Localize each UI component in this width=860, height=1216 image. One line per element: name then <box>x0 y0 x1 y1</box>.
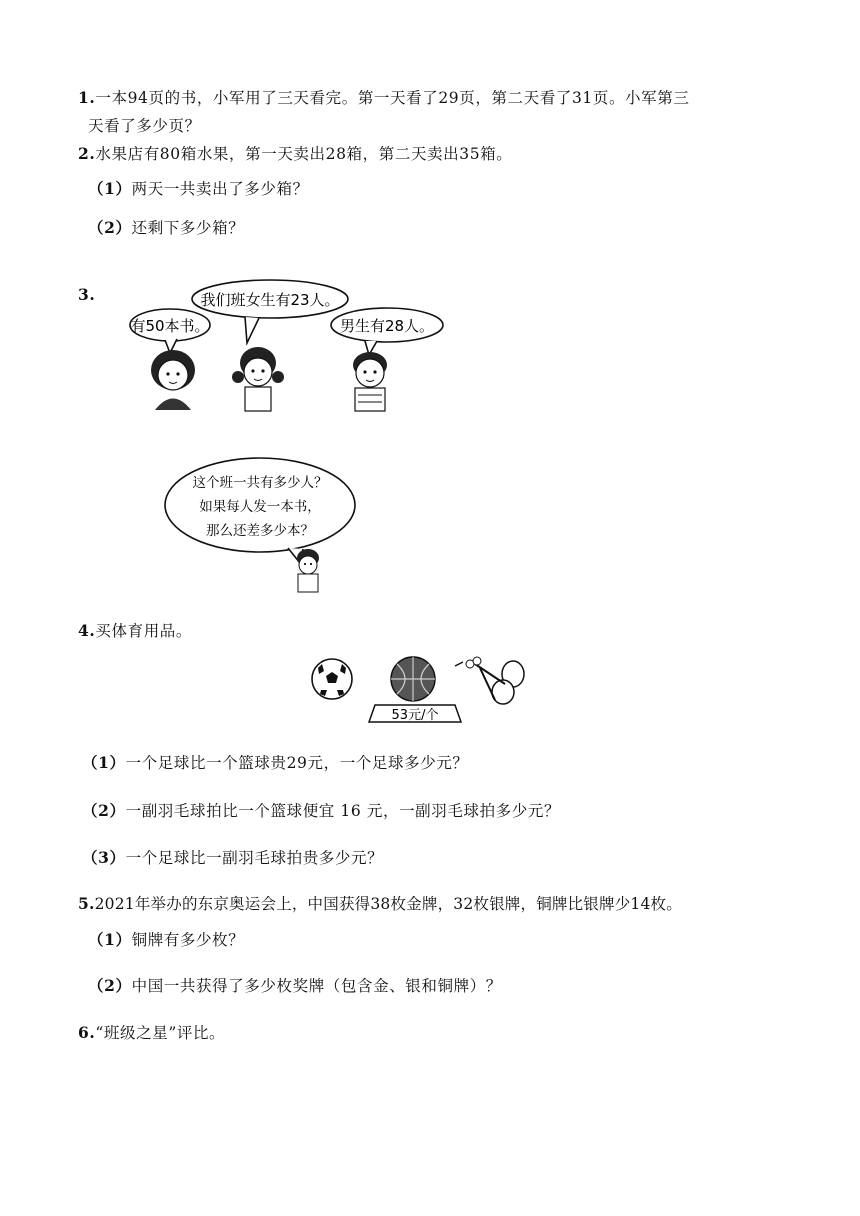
girl-left-figure <box>151 350 195 410</box>
question-2-sub-1-text: 两天一共卖出了多少箱？ <box>131 180 309 198</box>
question-4-sub-2-text: 一副羽毛球拍比一个篮球便宜 16 元，一副羽毛球拍多少元？ <box>125 802 561 820</box>
question-1-number: 1. <box>78 88 96 107</box>
question-4-text: 买体育用品。 <box>95 622 192 640</box>
question-5-text: 2021年举办的东京奥运会上，中国获得38枚金牌，32枚银牌，铜牌比银牌少14枚。 <box>94 895 682 913</box>
sports-goods-illustration <box>305 652 535 727</box>
basketball-icon <box>391 657 435 701</box>
question-1-line-1 <box>78 87 689 109</box>
question-4-sub-1 <box>82 752 469 774</box>
question-2-number: 2. <box>78 144 96 163</box>
question-2-sub-1-label: （1） <box>88 179 132 198</box>
price-tag-text: 53元/个 <box>391 708 439 723</box>
bubble-left <box>130 309 210 353</box>
question-4-sub-3-label: （3） <box>82 848 126 867</box>
bubble-middle <box>192 280 348 343</box>
question-2-sub-2 <box>88 217 244 239</box>
question-3-big-bubble <box>160 455 370 595</box>
question-6-line <box>78 1022 225 1044</box>
question-1-text-line-1: 一本94页的书，小军用了三天看完。第一天看了29页，第二天看了31页。小军第三 <box>95 89 690 107</box>
question-5-line <box>78 893 682 915</box>
question-5-sub-2-text: 中国一共获得了多少枚奖牌（包含金、银和铜牌）？ <box>131 977 502 995</box>
soccer-ball-icon <box>312 659 352 699</box>
question-4-number: 4. <box>78 621 96 640</box>
question-4-sub-1-label: （1） <box>82 753 126 772</box>
question-4-sub-2 <box>82 800 560 822</box>
big-bubble-line-3: 那么还差多少本？ <box>206 523 314 539</box>
question-2-sub-2-text: 还剩下多少箱？ <box>131 219 245 237</box>
badminton-racket-icon <box>455 657 524 704</box>
question-2-sub-2-label: （2） <box>88 218 132 237</box>
question-4-line <box>78 620 192 642</box>
bubble-left-text: 有50本书。 <box>130 317 210 335</box>
boy-right-figure <box>353 352 387 411</box>
bubble-right <box>331 308 443 355</box>
question-2-sub-1 <box>88 178 309 200</box>
question-4-sub-1-text: 一个足球比一个篮球贵29元，一个足球多少元？ <box>125 754 469 772</box>
question-4-sub-2-label: （2） <box>82 801 126 820</box>
question-6-text: “班级之星”评比。 <box>95 1024 226 1042</box>
bubble-middle-text: 我们班女生有23人。 <box>200 291 340 309</box>
question-1-text-line-2: 天看了多少页？ <box>88 117 201 135</box>
question-4-sub-3-text: 一个足球比一副羽毛球拍贵多少元？ <box>125 849 384 867</box>
question-5-sub-1 <box>88 929 244 951</box>
question-5-sub-2 <box>88 975 502 997</box>
question-6-number: 6. <box>78 1023 96 1042</box>
girl-middle-figure <box>232 347 284 411</box>
question-2-line <box>78 143 512 165</box>
big-bubble-line-1: 这个班一共有多少人？ <box>192 475 328 491</box>
question-2-text: 水果店有80箱水果，第一天卖出28箱，第二天卖出35箱。 <box>95 145 513 163</box>
bubble-right-text: 男生有28人。 <box>339 317 435 335</box>
question-5-sub-1-label: （1） <box>88 930 132 949</box>
question-5-sub-2-label: （2） <box>88 976 132 995</box>
question-3-illustration <box>125 275 455 415</box>
big-bubble-line-2: 如果每人发一本书， <box>199 499 321 515</box>
question-5-number: 5. <box>78 894 95 913</box>
question-4-sub-3 <box>82 847 383 869</box>
price-tag <box>369 705 461 723</box>
question-3-number: 3. <box>78 285 96 304</box>
question-5-sub-1-text: 铜牌有多少枚？ <box>131 931 245 949</box>
boy-small-figure <box>297 549 319 592</box>
